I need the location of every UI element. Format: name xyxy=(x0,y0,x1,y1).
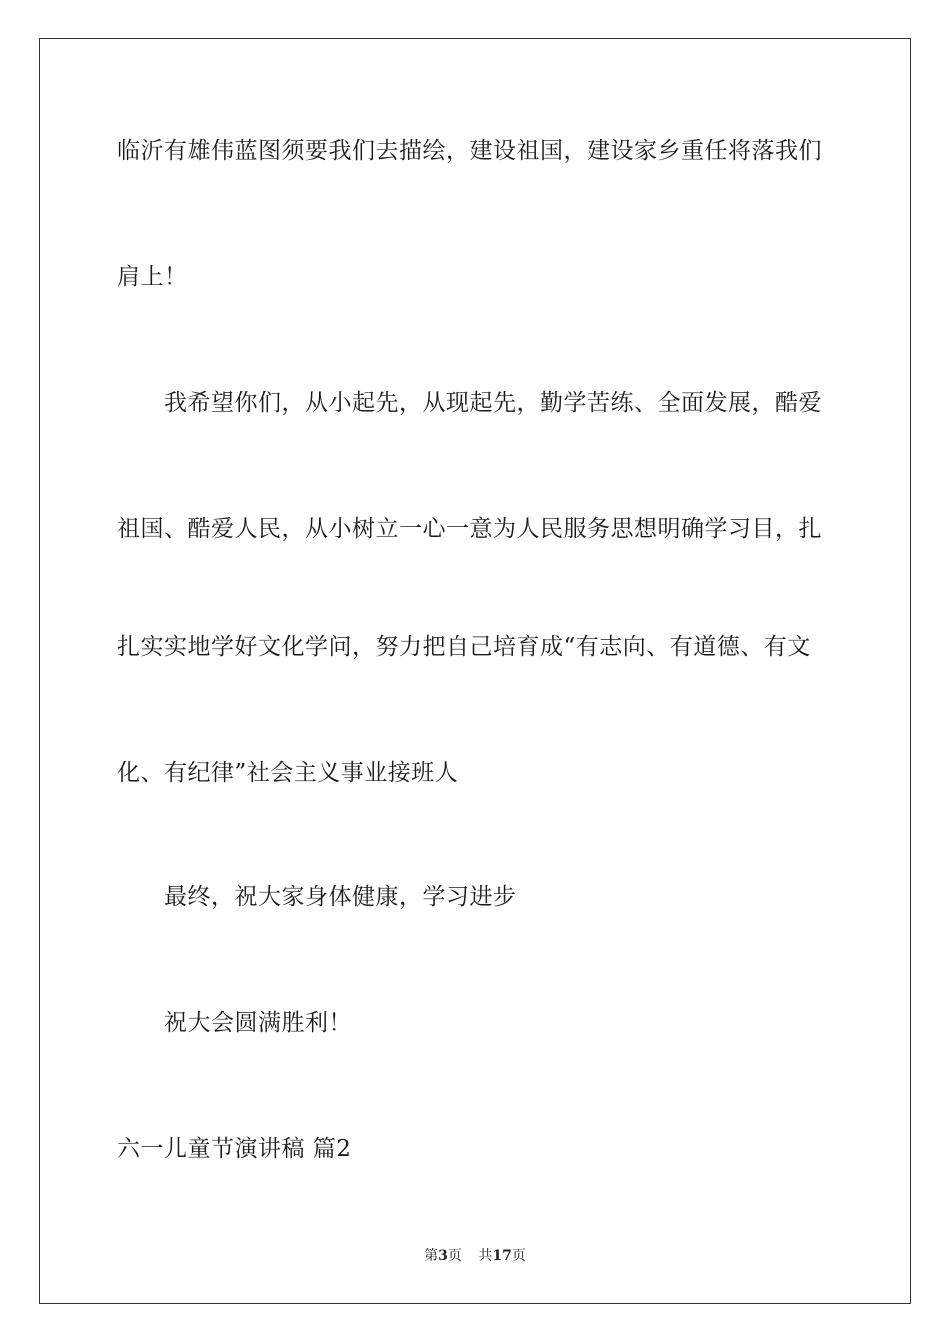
body-text-line: 祖国、酷爱人民，从小树立一心一意为人民服务思想明确学习目，扎 xyxy=(117,516,822,542)
page-footer xyxy=(0,1245,950,1265)
page-indicator: 第3页 xyxy=(424,1248,462,1264)
body-text-line: 祝大会圆满胜利！ xyxy=(164,1010,352,1036)
body-text-line: 最终，祝大家身体健康，学习进步 xyxy=(164,884,517,910)
page-border xyxy=(39,38,911,1304)
section-heading: 六一儿童节演讲稿 篇2 xyxy=(117,1136,352,1162)
total-pages-indicator: 共17页 xyxy=(478,1248,526,1264)
body-text-line: 我希望你们，从小起先，从现起先，勤学苦练、全面发展，酷爱 xyxy=(164,390,822,416)
body-text-line: 临沂有雄伟蓝图须要我们去描绘，建设祖国，建设家乡重任将落我们 xyxy=(117,138,822,164)
body-text-line: 肩上！ xyxy=(117,264,188,290)
body-text-line: 化、有纪律”社会主义事业接班人 xyxy=(117,760,459,786)
body-text-line: 扎实实地学好文化学问，努力把自己培育成“有志向、有道德、有文 xyxy=(117,634,811,660)
